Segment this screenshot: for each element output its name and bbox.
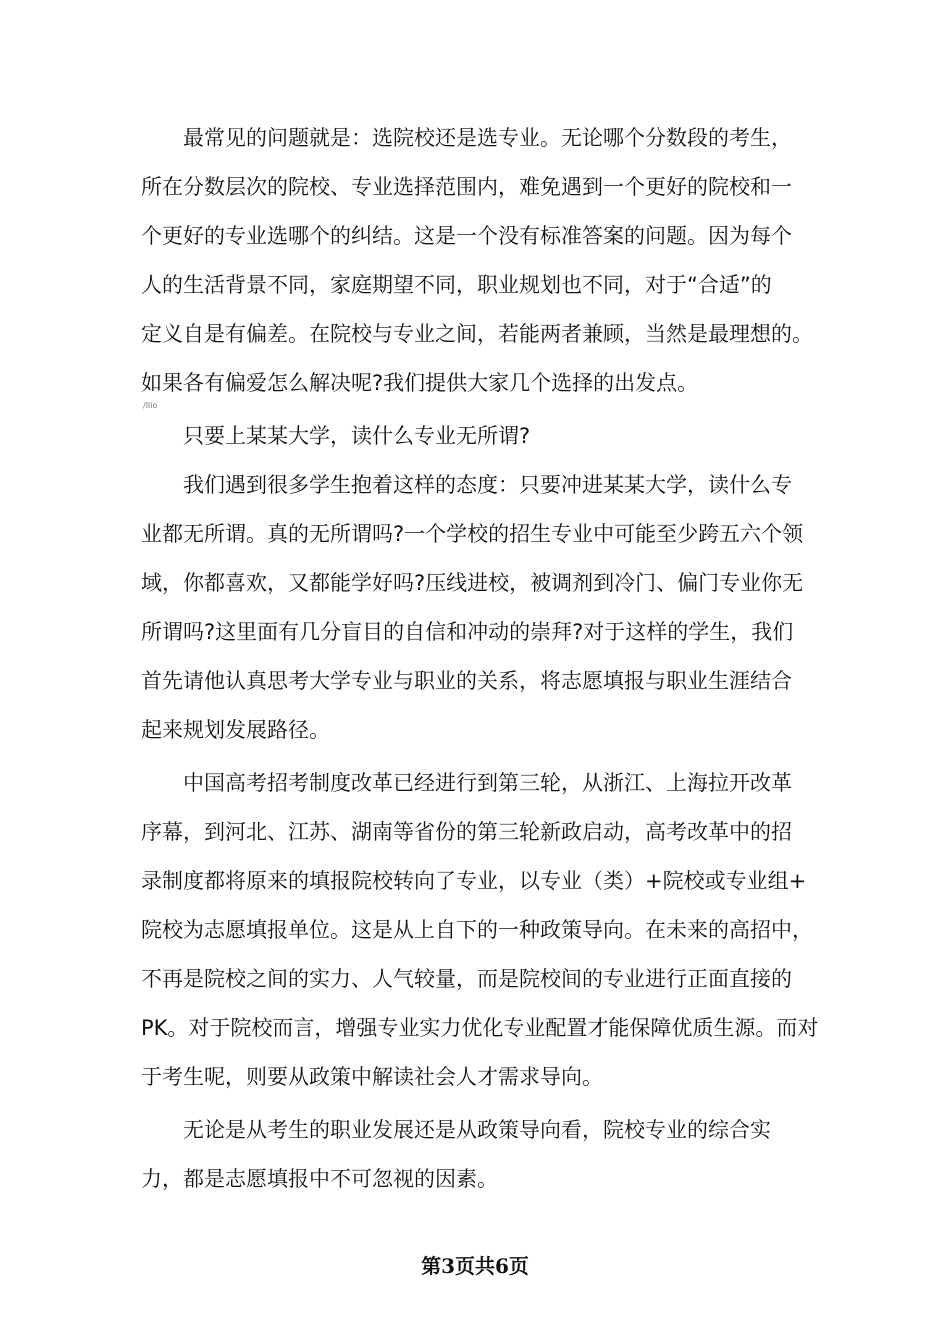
page-number-footer: 第3页共6页 xyxy=(421,1254,529,1278)
paragraph-2-heading xyxy=(141,412,831,461)
text-line: 不再是院校之间的实力、人气较量，而是院校间的专业进行正面直接的 xyxy=(141,967,792,991)
text-line: 院校为志愿填报单位。这是从上自下的一种政策导向。在未来的高招中， xyxy=(141,918,813,942)
text-line: 域，你都喜欢，又都能学好吗?压线进校，被调剂到冷门、偏门专业你无 xyxy=(141,571,804,595)
text-line: 中国高考招考制度改革已经进行到第三轮，从浙江、上海拉开改革 xyxy=(183,771,792,795)
text-line: PK。对于院校而言，增强专业实力优化专业配置才能保障优质生源。而对 xyxy=(141,1016,819,1040)
text-line: 只要上某某大学，读什么专业无所谓? xyxy=(183,424,531,448)
text-line: 业都无所谓。真的无所谓吗?一个学校的招生专业中可能至少跨五六个领 xyxy=(141,522,804,546)
text-line: 定义自是有偏差。在院校与专业之间，若能两者兼顾，当然是最理想的。 xyxy=(141,322,813,346)
stray-mark: /Ilio xyxy=(143,401,158,410)
paragraph-3 xyxy=(141,461,831,755)
text-line: 起来规划发展路径。 xyxy=(141,718,330,742)
text-line: 如果各有偏爱怎么解决呢?我们提供大家几个选择的出发点。 xyxy=(141,371,699,395)
text-line: 所谓吗?这里面有几分盲目的自信和冲动的崇拜?对于这样的学生，我们 xyxy=(141,620,794,644)
text-line: 个更好的专业选哪个的纠结。这是一个没有标准答案的问题。因为每个 xyxy=(141,224,792,248)
text-line: 我们遇到很多学生抱着这样的态度：只要冲进某某大学，读什么专 xyxy=(183,473,792,497)
text-line: 无论是从考生的职业发展还是从政策导向看，院校专业的综合实 xyxy=(183,1118,771,1142)
text-line: 人的生活背景不同，家庭期望不同，职业规划也不同，对于“合适”的 xyxy=(141,273,772,297)
text-line: 序幕，到河北、江苏、湖南等省份的第三轮新政启动，高考改革中的招 xyxy=(141,820,792,844)
paragraph-5 xyxy=(141,1106,831,1204)
text-line: 最常见的问题就是：选院校还是选专业。无论哪个分数段的考生， xyxy=(183,126,792,150)
text-line: 录制度都将原来的填报院校转向了专业，以专业（类）+院校或专业组+ xyxy=(141,869,807,893)
text-line: 于考生呢，则要从政策中解读社会人才需求导向。 xyxy=(141,1065,603,1089)
text-line: 力，都是志愿填报中不可忽视的因素。 xyxy=(141,1167,498,1191)
text-line: 所在分数层次的院校、专业选择范围内，难免遇到一个更好的院校和一 xyxy=(141,175,792,199)
document-body xyxy=(141,114,831,1204)
paragraph-1 xyxy=(141,114,831,408)
text-line: 首先请他认真思考大学专业与职业的关系，将志愿填报与职业生涯结合 xyxy=(141,669,792,693)
paragraph-4 xyxy=(141,759,831,1102)
